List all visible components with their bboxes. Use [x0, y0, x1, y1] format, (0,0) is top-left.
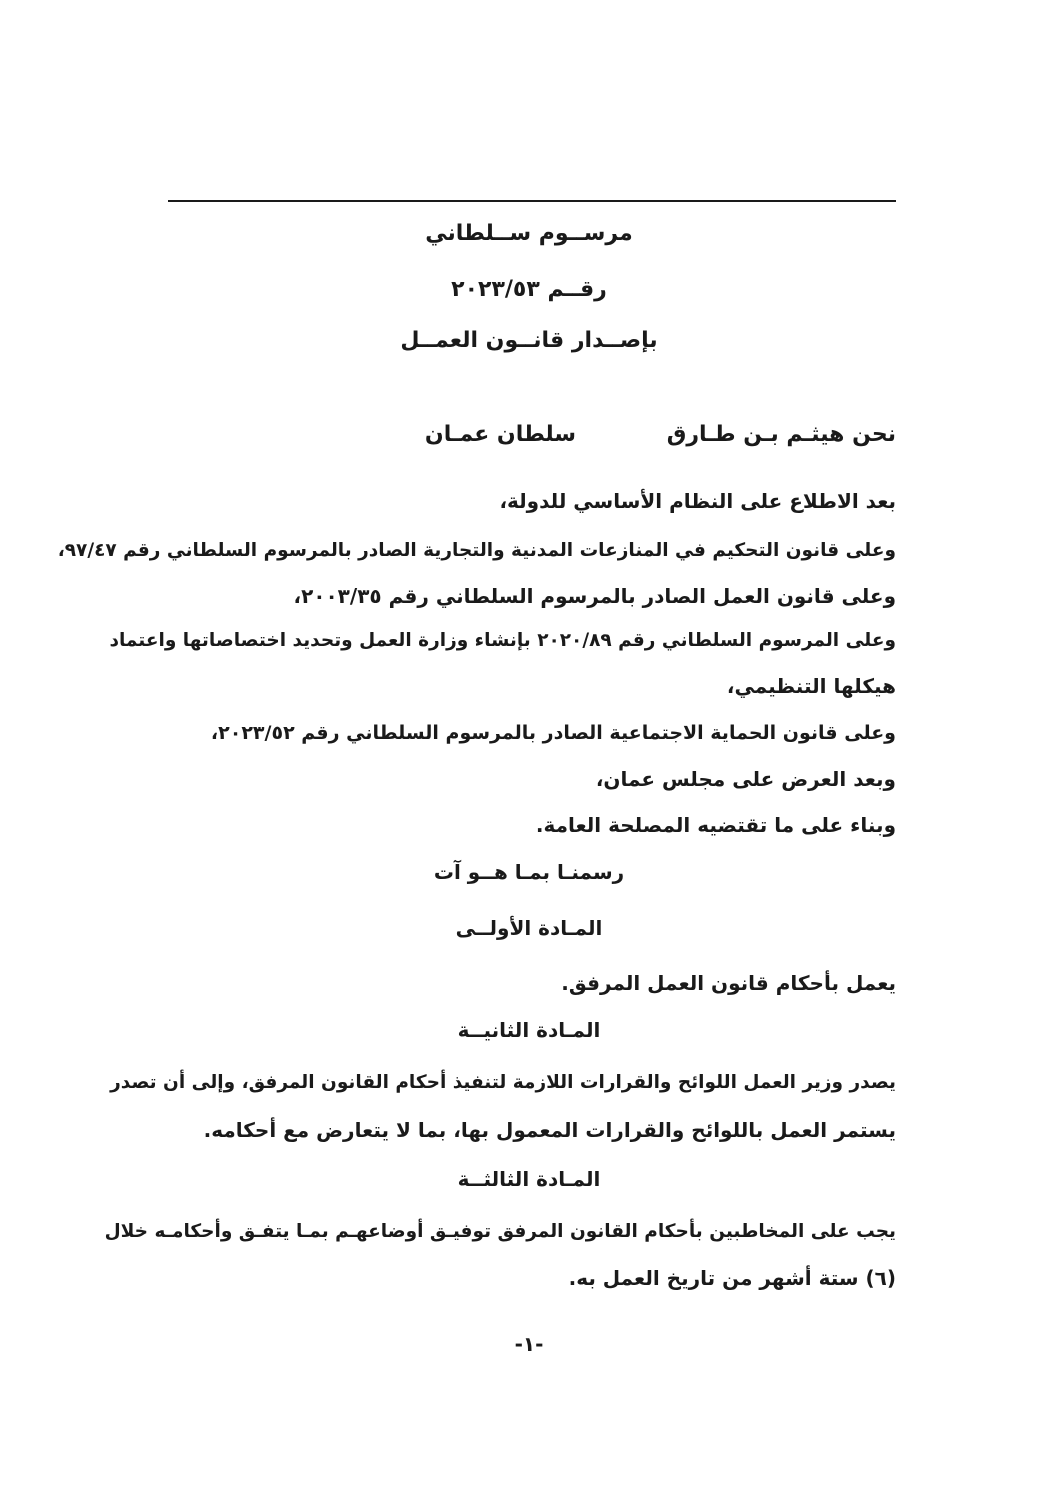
preamble-line: وعلى قانون الحماية الاجتماعية الصادر بالمرسوم السلطاني رقم ٢٠٢٣/٥٢،	[210, 722, 896, 744]
decree-subject: بإصــدار قانــون العمــل	[400, 328, 658, 353]
sovereign-line	[156, 422, 896, 454]
article-1-title: المـادة الأولــى	[455, 916, 603, 940]
article-3-line: يجب على المخاطبين بأحكام القانون المرفق توفيـق أوضاعهـم بمـا يتفـق وأحكامـه خلال	[104, 1221, 896, 1242]
article-2-line: يصدر وزير العمل اللوائح والقرارات اللازمة لتنفيذ أحكام القانون المرفق، وإلى أن تصدر	[110, 1072, 896, 1093]
sovereign-name: نحن هيثـم بـن طـارق	[666, 422, 896, 447]
article-2-line: يستمر العمل باللوائح والقرارات المعمول بها، بما لا يتعارض مع أحكامه.	[203, 1118, 896, 1142]
preamble-line: وعلى قانون العمل الصادر بالمرسوم السلطاني رقم ٢٠٠٣/٣٥،	[293, 584, 896, 608]
preamble-line: وبناء على ما تقتضيه المصلحة العامة.	[535, 813, 896, 837]
page-number: -١-	[514, 1332, 544, 1356]
article-2-title: المـادة الثانيــة	[457, 1018, 601, 1042]
preamble-line: وبعد العرض على مجلس عمان،	[595, 767, 896, 791]
decree-number: رقــم ٢٠٢٣/٥٣	[451, 277, 607, 302]
article-3-line: (٦) ستة أشهر من تاريخ العمل به.	[568, 1266, 896, 1290]
article-3-title: المـادة الثالثــة	[457, 1167, 601, 1191]
article-1-line: يعمل بأحكام قانون العمل المرفق.	[561, 971, 896, 995]
preamble-line: وعلى قانون التحكيم في المنازعات المدنية والتجارية الصادر بالمرسوم السلطاني رقم ٩٧/٤٧،	[57, 540, 896, 561]
preamble-line: بعد الاطلاع على النظام الأساسي للدولة،	[499, 489, 896, 513]
header-rule	[168, 200, 896, 202]
decree-formula: رسمنـا بمـا هــو آت	[433, 860, 625, 884]
preamble-line: هيكلها التنظيمي،	[726, 674, 896, 698]
decree-title: مرســوم ســلطاني	[425, 221, 633, 246]
sovereign-title: سلطان عمـان	[424, 422, 576, 447]
preamble-line: وعلى المرسوم السلطاني رقم ٢٠٢٠/٨٩ بإنشاء وزارة العمل وتحديد اختصاصاتها واعتماد	[109, 630, 896, 651]
